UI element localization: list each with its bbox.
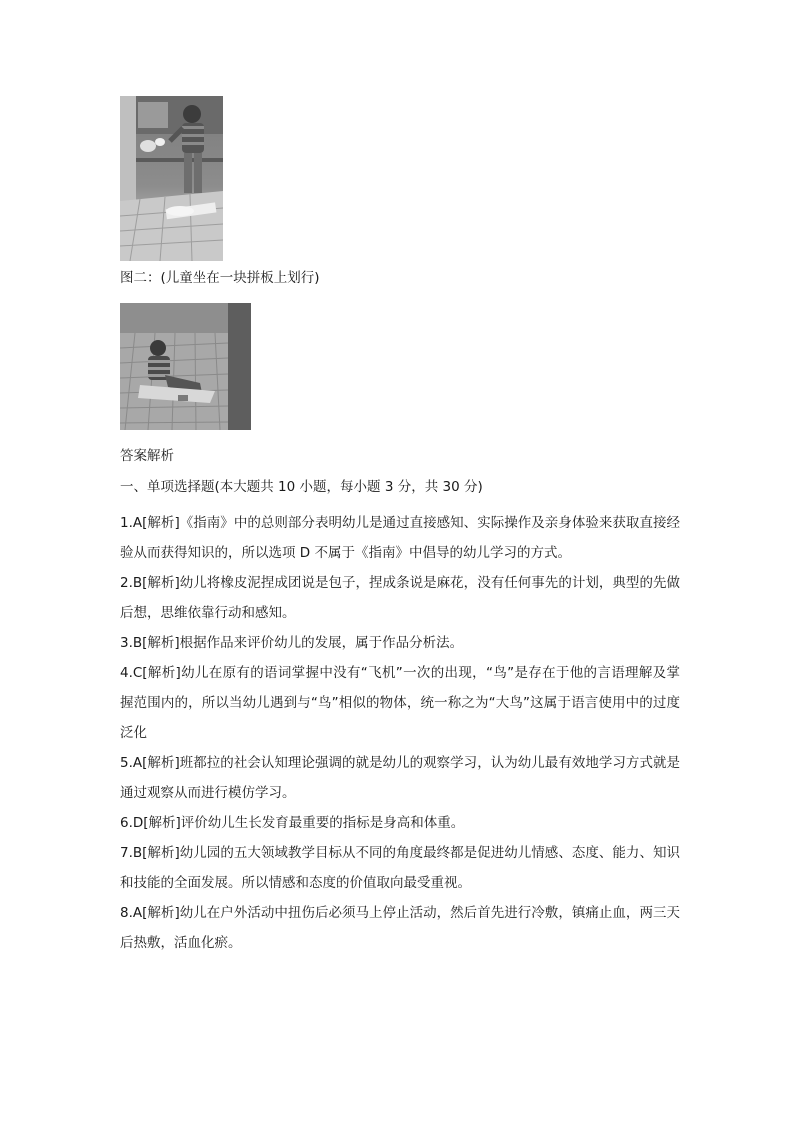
answer-item-4: 4.C[解析]幼儿在原有的语词掌握中没有“飞机”一次的出现，“鸟”是存在于他的言语理解及掌握范围内的，所以当幼儿遇到与“鸟”相似的物体，统一称之为“大鸟”这属于语言使用中的过度泛化 [120,665,680,741]
figure2-caption: 图二：(儿童坐在一块拼板上划行) [120,270,320,286]
answer-section-heading: 一、单项选择题(本大题共 10 小题，每小题 3 分，共 30 分) [120,479,483,495]
answer-item-1: 1.A[解析]《指南》中的总则部分表明幼儿是通过直接感知、实际操作及亲身体验来获取直接经验从而获得知识的，所以选项 D 不属于《指南》中倡导的幼儿学习的方式。 [120,515,680,561]
answer-item-7: 7.B[解析]幼儿园的五大领域教学目标从不同的角度最终都是促进幼儿情感、态度、能力、知识和技能的全面发展。所以情感和态度的价值取向最受重视。 [120,845,680,891]
answer-item-8: 8.A[解析]幼儿在户外活动中扭伤后必须马上停止活动，然后首先进行冷敷，镇痛止血，两三天后热敷，活血化瘀。 [120,905,680,951]
child-sitting-photo-icon [120,303,251,430]
answer-item-6: 6.D[解析]评价幼儿生长发育最重要的指标是身高和体重。 [120,815,465,831]
figure1-photo [120,96,223,261]
child-standing-photo-icon [120,96,223,261]
figure2-photo [120,303,251,430]
answer-section-title: 答案解析 [120,448,174,464]
answer-item-3: 3.B[解析]根据作品来评价幼儿的发展，属于作品分析法。 [120,635,464,651]
answer-list [120,508,680,958]
answer-item-2: 2.B[解析]幼儿将橡皮泥捏成团说是包子，捏成条说是麻花，没有任何事先的计划，典型的先做后想，思维依靠行动和感知。 [120,575,680,621]
answer-item-5: 5.A[解析]班都拉的社会认知理论强调的就是幼儿的观察学习，认为幼儿最有效地学习方式就是通过观察从而进行模仿学习。 [120,755,680,801]
